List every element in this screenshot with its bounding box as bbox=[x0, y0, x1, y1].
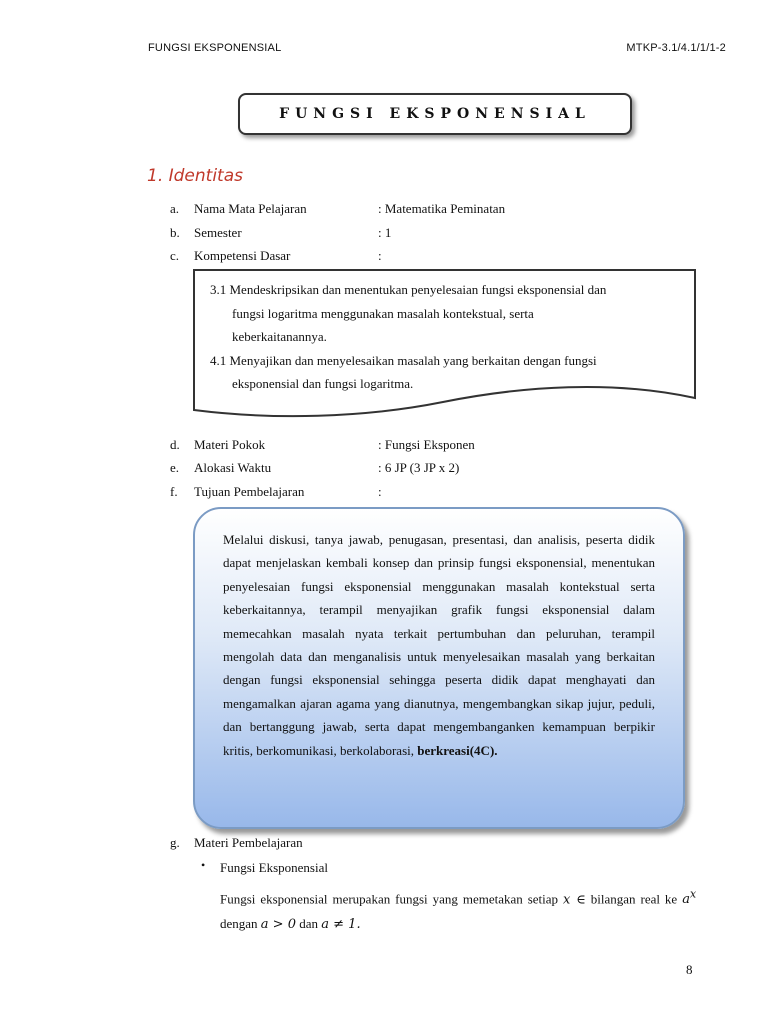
kd-line: 3.1 Mendeskripsikan dan menentukan penyelesaian fungsi eksponensial dan bbox=[210, 282, 607, 297]
section-heading: 1. Identitas bbox=[147, 166, 243, 186]
identity-row bbox=[170, 201, 505, 217]
desc-text: Fungsi eksponensial merupakan fungsi yang memetakan setiap bbox=[220, 891, 559, 907]
desc-text: dan bbox=[299, 916, 319, 932]
identity-row bbox=[170, 225, 391, 241]
page-title: FUNGSI EKSPONENSIAL bbox=[279, 106, 591, 122]
subtopic-description bbox=[220, 883, 696, 937]
kompetensi-text bbox=[210, 278, 680, 396]
tujuan-text bbox=[223, 528, 655, 762]
tujuan-last: berkreasi(4C). bbox=[417, 742, 498, 758]
title-box bbox=[238, 93, 632, 135]
row-value: : 6 JP (3 JP x 2) bbox=[378, 460, 460, 475]
row-letter: g. bbox=[170, 835, 180, 850]
row-value: : 1 bbox=[378, 225, 392, 240]
row-label: Kompetensi Dasar bbox=[194, 248, 291, 263]
row-label: Nama Mata Pelajaran bbox=[194, 201, 307, 216]
identity-row bbox=[170, 437, 475, 453]
math-exp: x bbox=[689, 888, 697, 901]
header-code: MTKP-3.1/4.1/1/1-2 bbox=[626, 42, 726, 54]
row-label: Semester bbox=[194, 225, 242, 240]
row-letter: e. bbox=[170, 460, 180, 475]
row-value: : Fungsi Eksponen bbox=[378, 437, 475, 452]
kd-line: keberkaitanannya. bbox=[232, 329, 327, 344]
row-letter: c. bbox=[170, 248, 180, 263]
math-ax bbox=[682, 888, 697, 908]
identity-row bbox=[170, 248, 382, 264]
subtopic-title: Fungsi Eksponensial bbox=[220, 860, 328, 875]
kd-line: fungsi logaritma menggunakan masalah kontekstual, serta bbox=[232, 305, 534, 321]
desc-text: bilangan real ke bbox=[590, 891, 678, 907]
kompetensi-dasar-box bbox=[193, 268, 696, 420]
bullet-icon: • bbox=[201, 858, 206, 872]
tujuan-paragraph: Melalui diskusi, tanya jawab, penugasan, presentasi, dan analisis, peserta didik dapat menjelaskan kembali konsep dan prinsip fungsi eksponensial, menentukan penyelesaian fungsi eksponensial menggunakan masalah kontekstual serta keberkaitannya, terampil menyajikan grafik fungsi eksponensial dalam memecahkan masalah nyata terkait pertumbuhan dan peluruhan, terampil mengolah data dan menganalisis untuk menyelesaikan masalah yang berkaitan dengan fungsi eksponensial sehingga peserta didik dapat menghayati dan mengamalkan ajaran agama yang dianutnya, mengembangkan sikap jujur, peduli, dan bertanggung jawab, serta dapat mengembanganken kemampuan berpikir kritis, berkomunikasi, berkolaborasi, bbox=[223, 532, 655, 758]
row-value: : Matematika Peminatan bbox=[378, 201, 506, 216]
row-letter: b. bbox=[170, 225, 180, 240]
math-cond2: a ≠ 1. bbox=[321, 917, 361, 933]
row-value: : bbox=[378, 484, 382, 499]
row-label: Materi Pokok bbox=[194, 437, 266, 452]
identity-row bbox=[170, 484, 382, 500]
row-label: Materi Pembelajaran bbox=[194, 835, 303, 850]
page-number: 8 bbox=[686, 962, 693, 977]
identity-row bbox=[170, 460, 459, 476]
header-title: FUNGSI EKSPONENSIAL bbox=[148, 42, 282, 54]
row-letter: f. bbox=[170, 484, 178, 499]
row-letter: a. bbox=[170, 201, 180, 216]
row-value: : bbox=[378, 248, 382, 263]
kd-line: eksponensial dan fungsi logaritma. bbox=[232, 376, 414, 391]
materi-row bbox=[170, 835, 303, 851]
tujuan-box bbox=[193, 507, 685, 829]
desc-text: dengan bbox=[220, 916, 258, 932]
kd-line: 4.1 Menyajikan dan menyelesaikan masalah yang berkaitan dengan fungsi bbox=[210, 352, 597, 368]
row-letter: d. bbox=[170, 437, 180, 452]
row-label: Alokasi Waktu bbox=[194, 460, 272, 475]
math-base: a bbox=[682, 892, 690, 908]
math-x-in: x ∈ bbox=[563, 892, 586, 908]
math-cond1: a > 0 bbox=[260, 917, 296, 933]
row-label: Tujuan Pembelajaran bbox=[194, 484, 305, 499]
